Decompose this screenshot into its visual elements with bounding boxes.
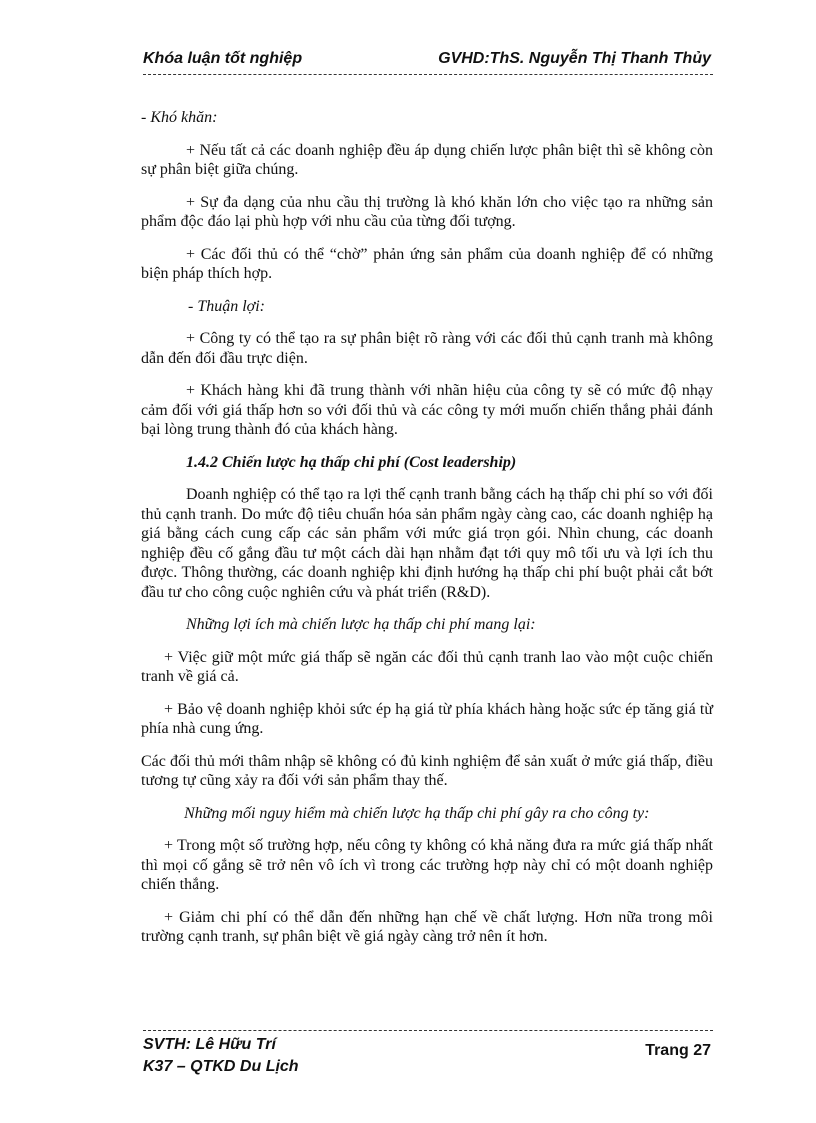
- advantages-heading: - Thuận lợi:: [188, 297, 265, 315]
- section-heading: 1.4.2 Chiến lược hạ thấp chi phí (Cost leadership): [186, 453, 517, 471]
- paragraph: + Nếu tất cả các doanh nghiệp đều áp dụng chiến lược phân biệt thì sẽ không còn sự phân biệt giữa chúng.: [141, 141, 713, 178]
- paragraph: + Việc giữ một mức giá thấp sẽ ngăn các đối thủ cạnh tranh lao vào một cuộc chiến tranh về giá cả.: [141, 648, 713, 685]
- page-number: Trang 27: [645, 1042, 711, 1059]
- paragraph: + Bảo vệ doanh nghiệp khỏi sức ép hạ giá từ phía khách hàng hoặc sức ép tăng giá từ phía nhà cung ứng.: [141, 700, 713, 737]
- paragraph: + Các đối thủ có thể “chờ” phản ứng sản phẩm của doanh nghiệp để có những biện pháp thích hợp.: [141, 245, 713, 282]
- footer-class: K37 – QTKD Du Lịch: [143, 1058, 299, 1075]
- paragraph: + Sự đa dạng của nhu cầu thị trường là khó khăn lớn cho việc tạo ra những sản phẩm độc đáo lại phù hợp với nhu cầu của từng đối tượng.: [141, 193, 713, 230]
- header-divider: [143, 74, 713, 75]
- benefits-heading: Những lợi ích mà chiến lược hạ thấp chi phí mang lại:: [186, 616, 536, 633]
- page-footer: [143, 1036, 713, 1082]
- paragraph: Doanh nghiệp có thể tạo ra lợi thế cạnh tranh bằng cách hạ thấp chi phí so với đối thủ cạnh tranh. Do mức độ tiêu chuẩn hóa sản phẩm ngày càng cao, các doanh nghiệp hạ giá bằng cách cung cấp các sản phẩm với mức giá trọn gói. Nhìn chung, các doanh nghiệp đều cố gắng đầu tư một cách dài hạn nhằm đạt tới quy mô tối ưu và lợi ích thu được. Thông thường, các doanh nghiệp khi định hướng hạ thấp chi phí buột phải cắt bớt đầu tư cho công cuộc nghiên cứu và phát triển (R&D).: [141, 486, 713, 601]
- risks-heading: Những mối nguy hiểm mà chiến lược hạ thấp chi phí gây ra cho công ty:: [184, 804, 650, 822]
- paragraph: + Khách hàng khi đã trung thành với nhãn hiệu của công ty sẽ có mức độ nhạy cảm đối với giá thấp hơn so với đối thủ và các công ty mới muốn chiến thắng phải đánh bại lòng trung thành đó của khách hàng.: [141, 382, 713, 438]
- header-title: Khóa luận tốt nghiệp: [143, 50, 303, 67]
- paragraph: + Giảm chi phí có thể dẫn đến những hạn chế về chất lượng. Hơn nữa trong môi trường cạnh tranh, sự phân biệt về giá ngày càng trở nên ít hơn.: [141, 908, 713, 945]
- paragraph: + Trong một số trường hợp, nếu công ty không có khả năng đưa ra mức giá thấp nhất thì mọi cố gắng sẽ trở nên vô ích vì trong các trường hợp này chỉ có một doanh nghiệp chiến thắng.: [141, 837, 713, 893]
- page-header: [143, 48, 713, 74]
- footer-author: SVTH: Lê Hữu Trí: [143, 1036, 276, 1053]
- header-advisor: GVHD:ThS. Nguyễn Thị Thanh Thủy: [438, 50, 711, 67]
- paragraph: + Công ty có thể tạo ra sự phân biệt rõ ràng với các đối thủ cạnh tranh mà không dẫn đến đối đầu trực diện.: [141, 330, 713, 367]
- paragraph: Các đối thủ mới thâm nhập sẽ không có đủ kinh nghiệm để sản xuất ở mức giá thấp, điều tương tự cũng xảy ra đối với sản phẩm thay thế.: [141, 752, 713, 789]
- page-body: [141, 108, 713, 960]
- footer-divider: [143, 1030, 713, 1031]
- difficulties-heading: - Khó khăn:: [141, 109, 218, 126]
